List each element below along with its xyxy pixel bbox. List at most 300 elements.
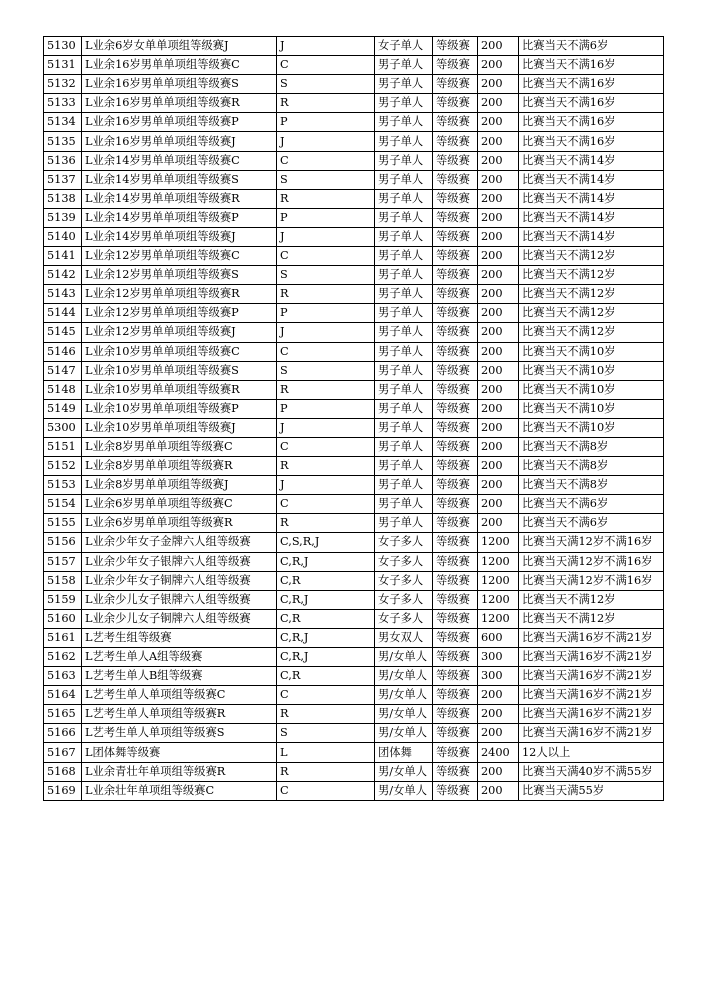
category-cell: 男女双人 [375, 628, 433, 647]
level-cell: 等级赛 [433, 380, 478, 399]
level-cell: 等级赛 [433, 552, 478, 571]
age-requirement-cell: 比赛当天不满14岁 [519, 170, 664, 189]
event-name-cell: L业余6岁女单单项组等级赛J [82, 37, 277, 56]
table-row [44, 323, 664, 342]
dance-cell: J [277, 476, 375, 495]
age-requirement-cell: 比赛当天满16岁不满21岁 [519, 686, 664, 705]
table-row [44, 304, 664, 323]
event-name-cell: L业余少儿女子铜牌六人组等级赛 [82, 609, 277, 628]
dance-cell: C,S,R,J [277, 533, 375, 552]
age-requirement-cell: 比赛当天不满8岁 [519, 437, 664, 456]
category-cell: 男子单人 [375, 380, 433, 399]
table-row [44, 208, 664, 227]
table-row [44, 437, 664, 456]
table-row [44, 628, 664, 647]
event-table [43, 36, 664, 801]
level-cell: 等级赛 [433, 266, 478, 285]
category-cell: 男子单人 [375, 94, 433, 113]
event-code-cell: 5160 [44, 609, 82, 628]
dance-cell: S [277, 361, 375, 380]
fee-cell: 200 [478, 514, 519, 533]
event-code-cell: 5140 [44, 227, 82, 246]
fee-cell: 200 [478, 457, 519, 476]
level-cell: 等级赛 [433, 724, 478, 743]
age-requirement-cell: 比赛当天满55岁 [519, 781, 664, 800]
fee-cell: 200 [478, 247, 519, 266]
level-cell: 等级赛 [433, 628, 478, 647]
dance-cell: J [277, 227, 375, 246]
event-name-cell: L业余少年女子金牌六人组等级赛 [82, 533, 277, 552]
level-cell: 等级赛 [433, 342, 478, 361]
dance-cell: R [277, 94, 375, 113]
table-row [44, 75, 664, 94]
level-cell: 等级赛 [433, 495, 478, 514]
event-code-cell: 5151 [44, 437, 82, 456]
age-requirement-cell: 比赛当天不满12岁 [519, 304, 664, 323]
event-name-cell: L业余8岁男单单项组等级赛R [82, 457, 277, 476]
dance-cell: S [277, 170, 375, 189]
event-code-cell: 5131 [44, 56, 82, 75]
event-name-cell: L艺考生组等级赛 [82, 628, 277, 647]
event-name-cell: L业余16岁男单单项组等级赛R [82, 94, 277, 113]
dance-cell: R [277, 762, 375, 781]
category-cell: 男子单人 [375, 285, 433, 304]
level-cell: 等级赛 [433, 56, 478, 75]
table-row [44, 743, 664, 762]
age-requirement-cell: 比赛当天不满6岁 [519, 495, 664, 514]
dance-cell: R [277, 285, 375, 304]
event-code-cell: 5149 [44, 399, 82, 418]
category-cell: 女子多人 [375, 571, 433, 590]
category-cell: 男子单人 [375, 437, 433, 456]
event-name-cell: L业余少儿女子银牌六人组等级赛 [82, 590, 277, 609]
event-code-cell: 5137 [44, 170, 82, 189]
table-row [44, 418, 664, 437]
level-cell: 等级赛 [433, 514, 478, 533]
event-name-cell: L业余16岁男单单项组等级赛S [82, 75, 277, 94]
category-cell: 男子单人 [375, 342, 433, 361]
age-requirement-cell: 比赛当天不满14岁 [519, 151, 664, 170]
category-cell: 女子多人 [375, 552, 433, 571]
category-cell: 男/女单人 [375, 724, 433, 743]
table-row [44, 247, 664, 266]
dance-cell: C,R,J [277, 628, 375, 647]
event-code-cell: 5148 [44, 380, 82, 399]
category-cell: 女子多人 [375, 533, 433, 552]
fee-cell: 200 [478, 189, 519, 208]
level-cell: 等级赛 [433, 437, 478, 456]
event-code-cell: 5138 [44, 189, 82, 208]
event-name-cell: L艺考生单人A组等级赛 [82, 648, 277, 667]
level-cell: 等级赛 [433, 418, 478, 437]
age-requirement-cell: 比赛当天不满10岁 [519, 399, 664, 418]
event-name-cell: L业余少年女子银牌六人组等级赛 [82, 552, 277, 571]
fee-cell: 1200 [478, 609, 519, 628]
event-code-cell: 5141 [44, 247, 82, 266]
fee-cell: 200 [478, 686, 519, 705]
age-requirement-cell: 比赛当天不满14岁 [519, 227, 664, 246]
category-cell: 女子单人 [375, 37, 433, 56]
fee-cell: 1200 [478, 571, 519, 590]
level-cell: 等级赛 [433, 304, 478, 323]
dance-cell: J [277, 132, 375, 151]
category-cell: 男子单人 [375, 514, 433, 533]
fee-cell: 200 [478, 705, 519, 724]
table-row [44, 170, 664, 189]
table-row [44, 151, 664, 170]
fee-cell: 200 [478, 75, 519, 94]
age-requirement-cell: 比赛当天满16岁不满21岁 [519, 628, 664, 647]
fee-cell: 600 [478, 628, 519, 647]
table-row [44, 342, 664, 361]
level-cell: 等级赛 [433, 648, 478, 667]
fee-cell: 200 [478, 151, 519, 170]
category-cell: 男子单人 [375, 323, 433, 342]
event-code-cell: 5155 [44, 514, 82, 533]
age-requirement-cell: 比赛当天满16岁不满21岁 [519, 648, 664, 667]
event-code-cell: 5133 [44, 94, 82, 113]
age-requirement-cell: 比赛当天不满8岁 [519, 476, 664, 495]
fee-cell: 200 [478, 285, 519, 304]
fee-cell: 200 [478, 304, 519, 323]
event-code-cell: 5145 [44, 323, 82, 342]
level-cell: 等级赛 [433, 247, 478, 266]
age-requirement-cell: 比赛当天不满6岁 [519, 37, 664, 56]
table-row [44, 552, 664, 571]
level-cell: 等级赛 [433, 590, 478, 609]
level-cell: 等级赛 [433, 37, 478, 56]
category-cell: 男/女单人 [375, 705, 433, 724]
level-cell: 等级赛 [433, 571, 478, 590]
age-requirement-cell: 比赛当天不满10岁 [519, 361, 664, 380]
level-cell: 等级赛 [433, 151, 478, 170]
age-requirement-cell: 比赛当天不满16岁 [519, 132, 664, 151]
dance-cell: R [277, 457, 375, 476]
age-requirement-cell: 比赛当天不满14岁 [519, 208, 664, 227]
event-name-cell: L业余14岁男单单项组等级赛C [82, 151, 277, 170]
event-name-cell: L业余12岁男单单项组等级赛C [82, 247, 277, 266]
event-code-cell: 5159 [44, 590, 82, 609]
category-cell: 团体舞 [375, 743, 433, 762]
event-code-cell: 5169 [44, 781, 82, 800]
category-cell: 男子单人 [375, 304, 433, 323]
age-requirement-cell: 比赛当天不满12岁 [519, 247, 664, 266]
level-cell: 等级赛 [433, 227, 478, 246]
fee-cell: 200 [478, 418, 519, 437]
event-code-cell: 5130 [44, 37, 82, 56]
dance-cell: C [277, 495, 375, 514]
table-row [44, 285, 664, 304]
level-cell: 等级赛 [433, 94, 478, 113]
category-cell: 男子单人 [375, 113, 433, 132]
event-name-cell: L业余6岁男单单项组等级赛C [82, 495, 277, 514]
dance-cell: R [277, 514, 375, 533]
event-code-cell: 5163 [44, 667, 82, 686]
event-code-cell: 5166 [44, 724, 82, 743]
fee-cell: 200 [478, 113, 519, 132]
category-cell: 男子单人 [375, 247, 433, 266]
event-name-cell: L业余少年女子铜牌六人组等级赛 [82, 571, 277, 590]
category-cell: 女子多人 [375, 590, 433, 609]
dance-cell: J [277, 323, 375, 342]
event-name-cell: L业余16岁男单单项组等级赛C [82, 56, 277, 75]
age-requirement-cell: 比赛当天不满16岁 [519, 75, 664, 94]
event-name-cell: L业余6岁男单单项组等级赛R [82, 514, 277, 533]
table-row [44, 705, 664, 724]
category-cell: 男子单人 [375, 75, 433, 94]
event-name-cell: L业余12岁男单单项组等级赛J [82, 323, 277, 342]
level-cell: 等级赛 [433, 113, 478, 132]
age-requirement-cell: 12人以上 [519, 743, 664, 762]
event-code-cell: 5162 [44, 648, 82, 667]
event-name-cell: L业余14岁男单单项组等级赛J [82, 227, 277, 246]
table-row [44, 399, 664, 418]
age-requirement-cell: 比赛当天满12岁不满16岁 [519, 571, 664, 590]
event-code-cell: 5134 [44, 113, 82, 132]
level-cell: 等级赛 [433, 208, 478, 227]
age-requirement-cell: 比赛当天满16岁不满21岁 [519, 724, 664, 743]
fee-cell: 200 [478, 132, 519, 151]
event-code-cell: 5156 [44, 533, 82, 552]
dance-cell: J [277, 37, 375, 56]
dance-cell: C [277, 247, 375, 266]
event-code-cell: 5168 [44, 762, 82, 781]
event-code-cell: 5144 [44, 304, 82, 323]
event-code-cell: 5143 [44, 285, 82, 304]
fee-cell: 200 [478, 94, 519, 113]
dance-cell: C [277, 151, 375, 170]
event-code-cell: 5165 [44, 705, 82, 724]
level-cell: 等级赛 [433, 533, 478, 552]
event-table-body [44, 37, 664, 801]
age-requirement-cell: 比赛当天满12岁不满16岁 [519, 552, 664, 571]
dance-cell: P [277, 208, 375, 227]
age-requirement-cell: 比赛当天满12岁不满16岁 [519, 533, 664, 552]
event-name-cell: L业余12岁男单单项组等级赛S [82, 266, 277, 285]
fee-cell: 200 [478, 762, 519, 781]
age-requirement-cell: 比赛当天不满12岁 [519, 266, 664, 285]
event-name-cell: L业余8岁男单单项组等级赛J [82, 476, 277, 495]
category-cell: 男子单人 [375, 208, 433, 227]
category-cell: 男子单人 [375, 189, 433, 208]
age-requirement-cell: 比赛当天不满16岁 [519, 94, 664, 113]
fee-cell: 200 [478, 266, 519, 285]
dance-cell: S [277, 724, 375, 743]
event-name-cell: L业余12岁男单单项组等级赛P [82, 304, 277, 323]
dance-cell: S [277, 266, 375, 285]
event-code-cell: 5152 [44, 457, 82, 476]
dance-cell: C [277, 781, 375, 800]
age-requirement-cell: 比赛当天不满14岁 [519, 189, 664, 208]
level-cell: 等级赛 [433, 762, 478, 781]
dance-cell: C,R,J [277, 590, 375, 609]
level-cell: 等级赛 [433, 457, 478, 476]
dance-cell: P [277, 399, 375, 418]
event-code-cell: 5157 [44, 552, 82, 571]
fee-cell: 1200 [478, 533, 519, 552]
level-cell: 等级赛 [433, 170, 478, 189]
table-row [44, 476, 664, 495]
dance-cell: C,R,J [277, 552, 375, 571]
event-name-cell: L业余14岁男单单项组等级赛S [82, 170, 277, 189]
fee-cell: 200 [478, 227, 519, 246]
age-requirement-cell: 比赛当天不满8岁 [519, 457, 664, 476]
category-cell: 男子单人 [375, 361, 433, 380]
age-requirement-cell: 比赛当天不满12岁 [519, 590, 664, 609]
table-row [44, 495, 664, 514]
level-cell: 等级赛 [433, 189, 478, 208]
level-cell: 等级赛 [433, 476, 478, 495]
fee-cell: 200 [478, 37, 519, 56]
event-name-cell: L业余10岁男单单项组等级赛S [82, 361, 277, 380]
table-row [44, 724, 664, 743]
age-requirement-cell: 比赛当天不满10岁 [519, 342, 664, 361]
table-row [44, 361, 664, 380]
category-cell: 男子单人 [375, 266, 433, 285]
level-cell: 等级赛 [433, 361, 478, 380]
dance-cell: C,R [277, 667, 375, 686]
event-code-cell: 5154 [44, 495, 82, 514]
category-cell: 男/女单人 [375, 667, 433, 686]
dance-cell: S [277, 75, 375, 94]
event-name-cell: L艺考生单人B组等级赛 [82, 667, 277, 686]
category-cell: 男子单人 [375, 151, 433, 170]
event-name-cell: L艺考生单人单项组等级赛C [82, 686, 277, 705]
age-requirement-cell: 比赛当天不满12岁 [519, 323, 664, 342]
age-requirement-cell: 比赛当天不满16岁 [519, 56, 664, 75]
category-cell: 男子单人 [375, 170, 433, 189]
table-row [44, 686, 664, 705]
level-cell: 等级赛 [433, 323, 478, 342]
event-code-cell: 5161 [44, 628, 82, 647]
fee-cell: 300 [478, 648, 519, 667]
fee-cell: 200 [478, 170, 519, 189]
level-cell: 等级赛 [433, 132, 478, 151]
event-name-cell: L业余12岁男单单项组等级赛R [82, 285, 277, 304]
category-cell: 男/女单人 [375, 781, 433, 800]
event-name-cell: L业余10岁男单单项组等级赛R [82, 380, 277, 399]
event-code-cell: 5158 [44, 571, 82, 590]
event-name-cell: L业余14岁男单单项组等级赛R [82, 189, 277, 208]
dance-cell: J [277, 418, 375, 437]
level-cell: 等级赛 [433, 743, 478, 762]
event-name-cell: L艺考生单人单项组等级赛R [82, 705, 277, 724]
fee-cell: 200 [478, 476, 519, 495]
table-row [44, 781, 664, 800]
dance-cell: C [277, 686, 375, 705]
event-name-cell: L业余10岁男单单项组等级赛J [82, 418, 277, 437]
dance-cell: C,R [277, 609, 375, 628]
event-name-cell: L业余10岁男单单项组等级赛C [82, 342, 277, 361]
category-cell: 男子单人 [375, 418, 433, 437]
dance-cell: L [277, 743, 375, 762]
category-cell: 男/女单人 [375, 648, 433, 667]
table-row [44, 667, 664, 686]
dance-cell: C [277, 56, 375, 75]
fee-cell: 200 [478, 361, 519, 380]
fee-cell: 1200 [478, 590, 519, 609]
fee-cell: 1200 [478, 552, 519, 571]
event-name-cell: L业余8岁男单单项组等级赛C [82, 437, 277, 456]
age-requirement-cell: 比赛当天满16岁不满21岁 [519, 667, 664, 686]
category-cell: 男/女单人 [375, 686, 433, 705]
event-name-cell: L业余青壮年单项组等级赛R [82, 762, 277, 781]
level-cell: 等级赛 [433, 686, 478, 705]
fee-cell: 200 [478, 380, 519, 399]
table-row [44, 94, 664, 113]
fee-cell: 200 [478, 781, 519, 800]
table-row [44, 132, 664, 151]
table-row [44, 113, 664, 132]
dance-cell: C [277, 437, 375, 456]
fee-cell: 2400 [478, 743, 519, 762]
dance-cell: C,R,J [277, 648, 375, 667]
event-code-cell: 5300 [44, 418, 82, 437]
level-cell: 等级赛 [433, 75, 478, 94]
table-row [44, 648, 664, 667]
fee-cell: 200 [478, 56, 519, 75]
category-cell: 男子单人 [375, 132, 433, 151]
fee-cell: 200 [478, 724, 519, 743]
event-code-cell: 5135 [44, 132, 82, 151]
dance-cell: C [277, 342, 375, 361]
category-cell: 男子单人 [375, 457, 433, 476]
fee-cell: 200 [478, 208, 519, 227]
fee-cell: 200 [478, 342, 519, 361]
category-cell: 女子多人 [375, 609, 433, 628]
category-cell: 男子单人 [375, 476, 433, 495]
table-row [44, 380, 664, 399]
event-name-cell: L业余壮年单项组等级赛C [82, 781, 277, 800]
event-code-cell: 5139 [44, 208, 82, 227]
fee-cell: 300 [478, 667, 519, 686]
age-requirement-cell: 比赛当天不满12岁 [519, 285, 664, 304]
dance-cell: P [277, 113, 375, 132]
table-row [44, 56, 664, 75]
age-requirement-cell: 比赛当天不满12岁 [519, 609, 664, 628]
table-row [44, 227, 664, 246]
level-cell: 等级赛 [433, 781, 478, 800]
age-requirement-cell: 比赛当天不满16岁 [519, 113, 664, 132]
event-name-cell: L业余16岁男单单项组等级赛P [82, 113, 277, 132]
table-row [44, 590, 664, 609]
level-cell: 等级赛 [433, 285, 478, 304]
event-name-cell: L业余14岁男单单项组等级赛P [82, 208, 277, 227]
event-name-cell: L业余16岁男单单项组等级赛J [82, 132, 277, 151]
dance-cell: R [277, 705, 375, 724]
event-code-cell: 5142 [44, 266, 82, 285]
event-code-cell: 5146 [44, 342, 82, 361]
level-cell: 等级赛 [433, 667, 478, 686]
fee-cell: 200 [478, 437, 519, 456]
event-name-cell: L业余10岁男单单项组等级赛P [82, 399, 277, 418]
age-requirement-cell: 比赛当天不满10岁 [519, 380, 664, 399]
fee-cell: 200 [478, 323, 519, 342]
table-row [44, 571, 664, 590]
event-code-cell: 5136 [44, 151, 82, 170]
age-requirement-cell: 比赛当天满16岁不满21岁 [519, 705, 664, 724]
table-row [44, 37, 664, 56]
fee-cell: 200 [478, 399, 519, 418]
event-code-cell: 5167 [44, 743, 82, 762]
category-cell: 男/女单人 [375, 762, 433, 781]
event-code-cell: 5153 [44, 476, 82, 495]
table-row [44, 609, 664, 628]
table-row [44, 762, 664, 781]
fee-cell: 200 [478, 495, 519, 514]
dance-cell: P [277, 304, 375, 323]
level-cell: 等级赛 [433, 705, 478, 724]
